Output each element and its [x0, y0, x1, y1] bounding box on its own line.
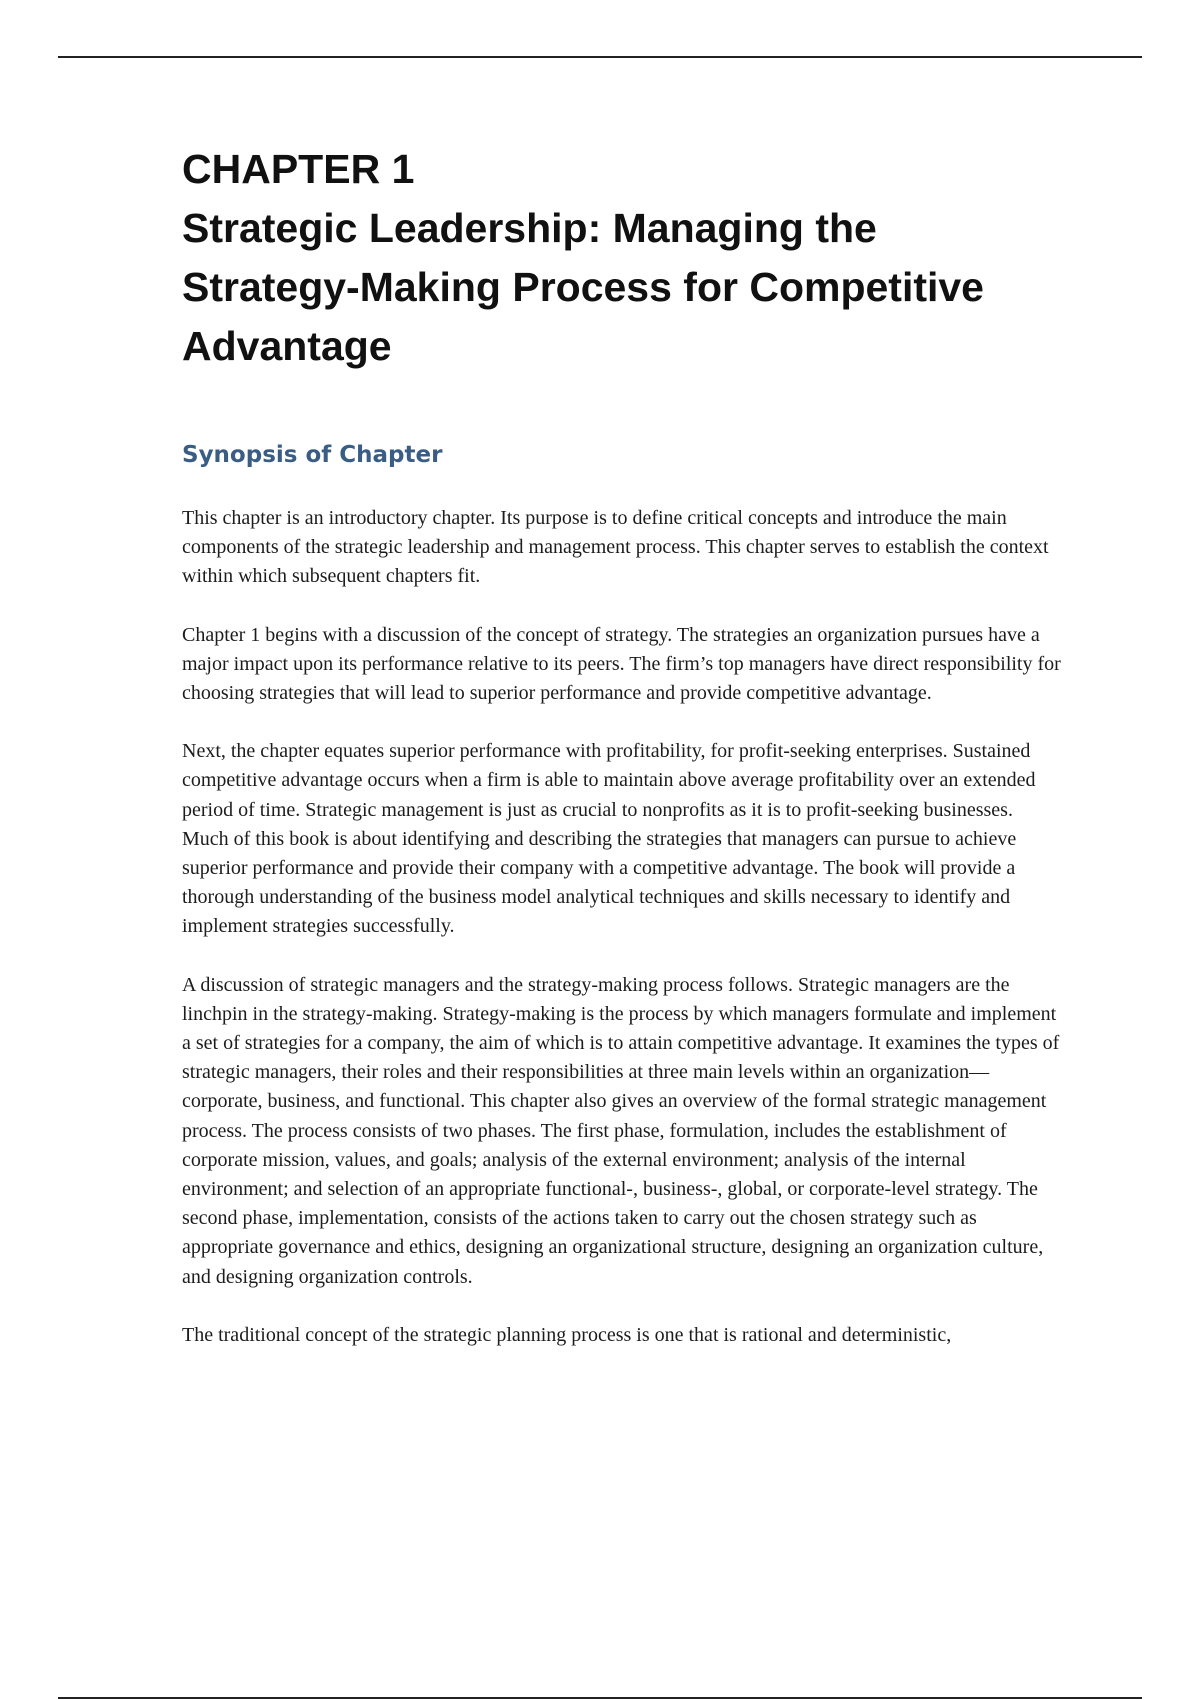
bottom-rule: [58, 1697, 1142, 1699]
paragraph-strategy-concept: Chapter 1 begins with a discussion of the concept of strategy. The strategies an organization pursues have a major impact upon its performance relative to its peers. The firm’s top managers have direct responsibility for choosing strategies that will lead to superior performance and provide competitive advantage.: [182, 623, 1061, 705]
section-title: Synopsis of Chapter: [182, 442, 443, 468]
document-page: [182, 140, 1062, 1379]
top-rule: [58, 56, 1142, 58]
paragraph-strategic-managers: A discussion of strategic managers and the strategy-making process follows. Strategic managers are the linchpin in the strategy-making. Strategy-making is the process by which managers formulate and implement a set of strategies for a company, the aim of which is to attain competitive advantage. It examines the types of strategic managers, their roles and their responsibilities at three main levels within an organization—corporate, business, and functional. This chapter also gives an overview of the formal strategic management process. The process consists of two phases. The first phase, formulation, includes the establishment of corporate mission, values, and goals; analysis of the external environment; analysis of the internal environment; and selection of an appropriate functional-, business-, global, or corporate-level strategy. The second phase, implementation, consists of the actions taken to carry out the chosen strategy such as appropriate governance and ethics, designing an organizational structure, designing an organization culture, and designing organization controls.: [182, 973, 1060, 1288]
chapter-label: CHAPTER 1: [182, 146, 415, 192]
paragraph-performance: Next, the chapter equates superior performance with profitability, for profit-seeking enterprises. Sustained competitive advantage occurs when a firm is able to maintain above average profitability over an extended period of time. Strategic management is just as crucial to nonprofits as it is to profit-seeking businesses. Much of this book is about identifying and describing the strategies that managers can pursue to achieve superior performance and provide their company with a competitive advantage. The book will provide a thorough understanding of the business model analytical techniques and skills necessary to identify and implement strategies successfully.: [182, 740, 1036, 938]
chapter-title-line-2: Strategy-Making Process for Competitive: [182, 264, 984, 310]
chapter-title-line-3: Advantage: [182, 323, 392, 369]
chapter-title-line-1: Strategic Leadership: Managing the: [182, 205, 877, 251]
paragraph-traditional-concept: The traditional concept of the strategic planning process is one that is rational and deterministic,: [182, 1323, 952, 1346]
paragraph-intro: This chapter is an introductory chapter. Its purpose is to define critical concepts and introduce the main components of the strategic leadership and management process. This chapter serves to establish the context within which subsequent chapters fit.: [182, 507, 1049, 588]
chapter-heading: [182, 140, 1062, 376]
synopsis-body: [182, 504, 1062, 1350]
